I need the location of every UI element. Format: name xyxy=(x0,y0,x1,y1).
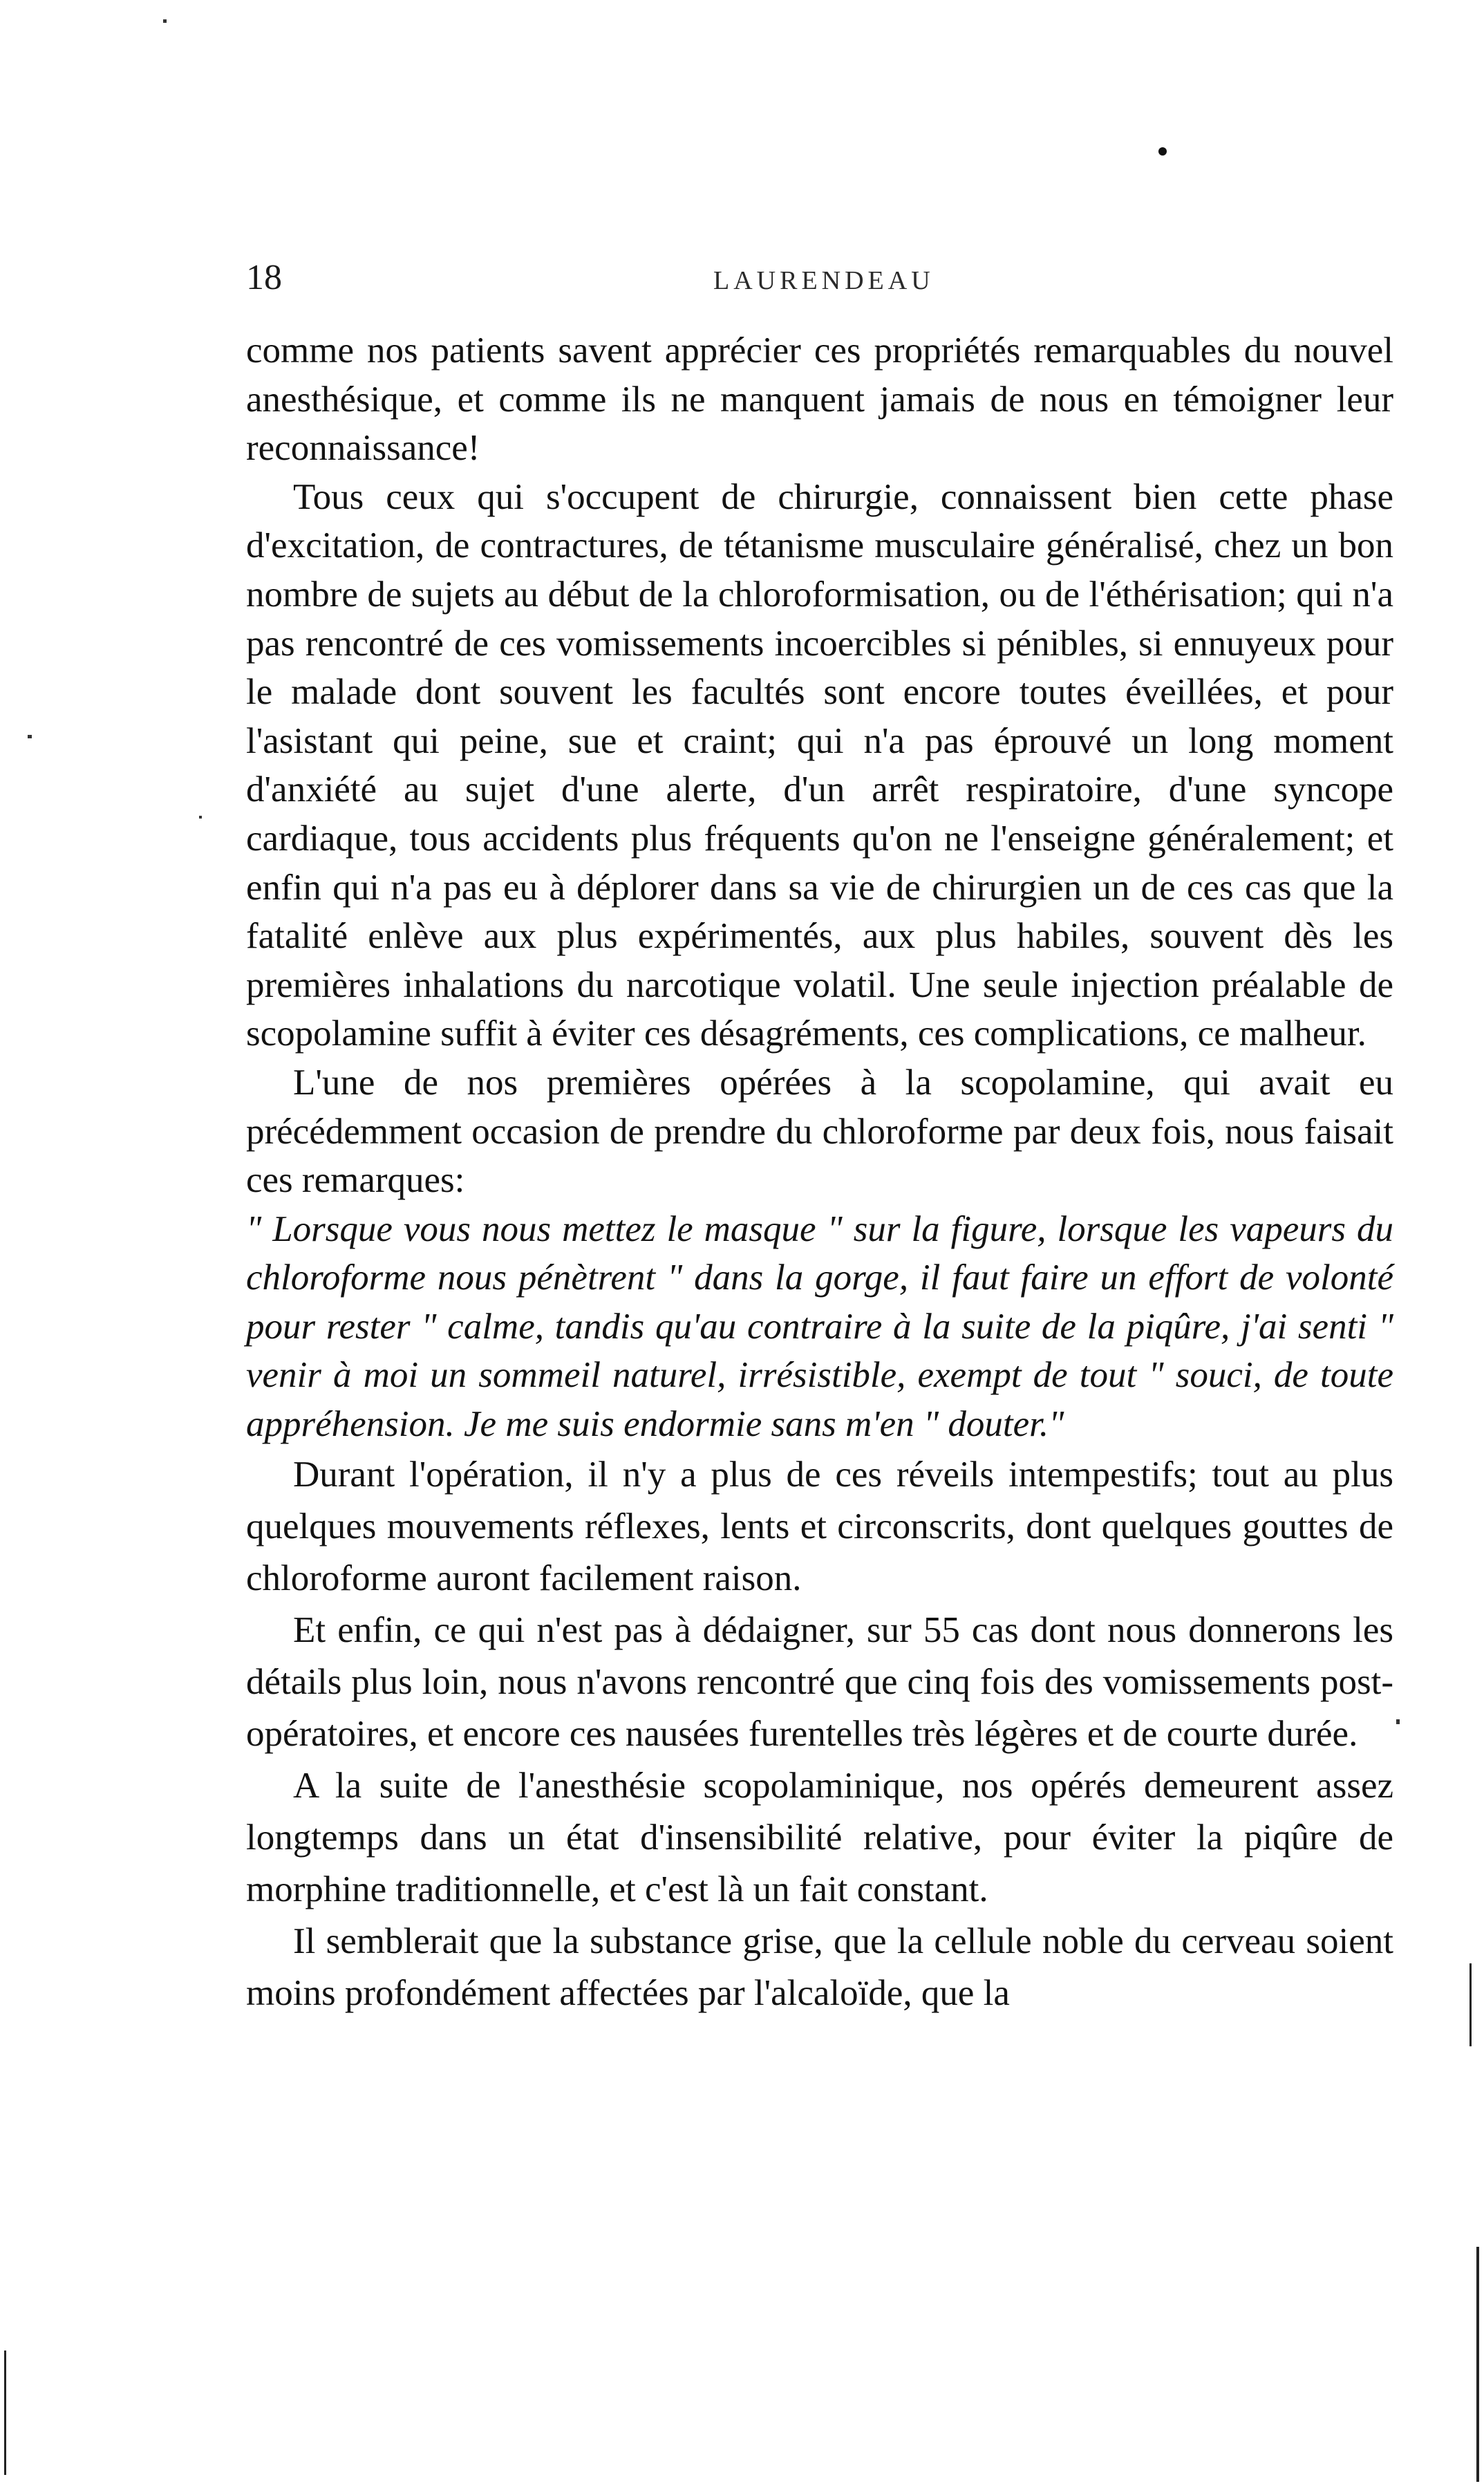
paragraph: comme nos patients savent apprécier ces propriétés remarquables du nouvel anesthésique, et comme ils ne manquent jamais de nous en témoigner leur reconnaissance! xyxy=(246,330,1393,469)
margin-speck xyxy=(163,19,167,23)
page-number: 18 xyxy=(246,258,282,297)
page-header xyxy=(246,250,1393,306)
margin-speck xyxy=(28,735,32,738)
scan-edge-mark xyxy=(1469,1963,1472,2046)
paragraph: L'une de nos premières opérées à la scopolamine, qui avait eu précédemment occasion de prendre du chloroforme par deux fois, nous faisait ces remarques: xyxy=(246,1062,1393,1201)
scan-edge-mark xyxy=(1476,2247,1479,2482)
margin-speck xyxy=(199,816,202,819)
scan-edge-mark xyxy=(4,2351,6,2475)
paragraph: Et enfin, ce qui n'est pas à dédaigner, sur 55 cas dont nous donnerons les détails plus loin, nous n'avons rencontré que cinq fois des vomissements post-opératoires, et encore ces nausées furentelles très légères et de courte durée. xyxy=(246,1609,1393,1754)
block-quote: " Lorsque vous nous mettez le masque " sur la figure, lorsque les vapeurs du chloroforme nous pénètrent " dans la gorge, il faut faire un effort de volonté pour rester " calme, tandis qu'au contraire à la suite de la piqûre, j'ai senti " venir à moi un sommeil naturel, irrésistible, exempt de tout " souci, de toute appréhension. Je me suis endormie sans m'en " douter." xyxy=(246,1208,1393,1445)
paragraph: Durant l'opération, il n'y a plus de ces réveils intempestifs; tout au plus quelques mouvements réflexes, lents et circonscrits, dont quelques gouttes de chloroforme auront facilement raison. xyxy=(246,1454,1393,1598)
margin-speck xyxy=(1396,1719,1400,1724)
body-text xyxy=(246,326,1393,2019)
ink-dot xyxy=(1158,147,1167,156)
paragraph: Il semblerait que la substance grise, que la cellule noble du cerveau soient moins profondément affectées par l'alcaloïde, que la xyxy=(246,1920,1393,2013)
paragraph: Tous ceux qui s'occupent de chirurgie, connaissent bien cette phase d'excitation, de contractures, de tétanisme musculaire généralisé, chez un bon nombre de sujets au début de la chloroformisation, ou de l'éthérisation; qui n'a pas rencontré de ces vomissements incoercibles si pénibles, si ennuyeux pour le malade dont souvent les facultés sont encore toutes éveillées, et pour l'asistant qui peine, sue et craint; qui n'a pas éprouvé un long moment d'anxiété au sujet d'une alerte, d'un arrêt respiratoire, d'une syncope cardiaque, tous accidents plus fréquents qu'on ne l'enseigne généralement; et enfin qui n'a pas eu à déplorer dans sa vie de chirurgien un de ces cas que la fatalité enlève aux plus expérimentés, aux plus habiles, souvent dès les premières inhalations du narcotique volatil. Une seule injection préalable de scopolamine suffit à éviter ces désagréments, ces complications, ce malheur. xyxy=(246,476,1393,1054)
running-head: LAURENDEAU xyxy=(713,266,934,295)
paragraph: A la suite de l'anesthésie scopolaminique, nos opérés demeurent assez longtemps dans un état d'insensibilité relative, pour éviter la piqûre de morphine traditionnelle, et c'est là un fait constant. xyxy=(246,1765,1393,1909)
